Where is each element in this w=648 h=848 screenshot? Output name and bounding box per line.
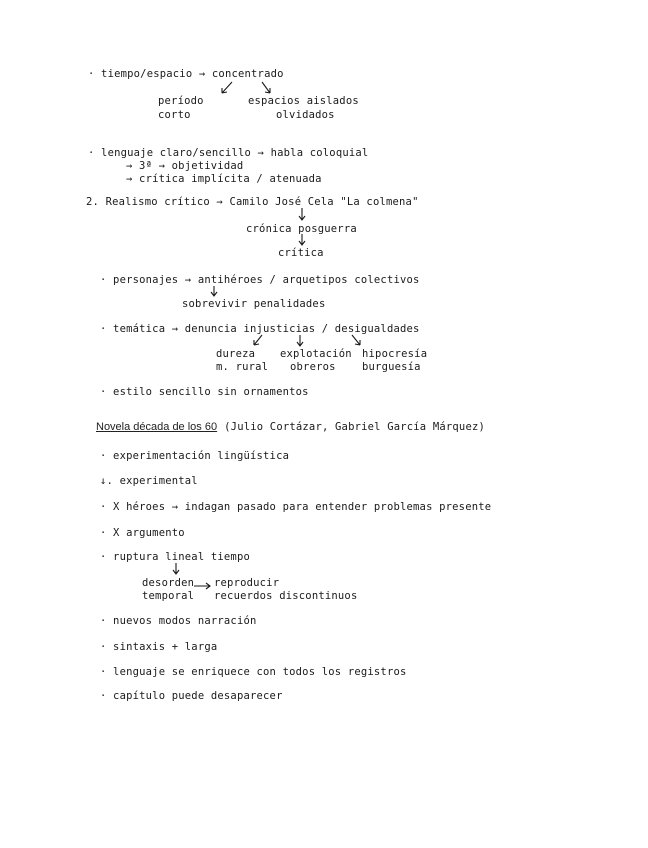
note-cronica-posguerra: crónica posguerra — [246, 223, 357, 235]
arrow-to-cronica — [299, 208, 305, 220]
note-obreros: obreros — [290, 361, 336, 373]
note-sintaxis: · sintaxis + larga — [100, 641, 218, 653]
note-capitulo: · capítulo puede desaparecer — [100, 690, 283, 702]
note-recuerdos: recuerdos discontinuos — [214, 590, 358, 602]
note-tematica: · temática → denuncia injusticias / desigualdades — [100, 323, 420, 335]
note-hipocresia: hipocresía — [362, 348, 428, 360]
note-experimentacion: · experimentación lingüística — [100, 450, 290, 462]
note-critica-implicita: → crítica implícita / atenuada — [126, 173, 322, 185]
arrow-to-critica — [299, 234, 305, 245]
arrow-desorden-reproducir — [194, 583, 210, 589]
note-olvidados: olvidados — [276, 109, 335, 121]
note-reproducir: reproducir — [214, 577, 280, 589]
note-objetividad: → 3ª → objetividad — [126, 160, 244, 172]
note-argumento: · X argumento — [100, 527, 185, 539]
note-corto: corto — [158, 109, 191, 121]
novela-60-authors: (Julio Cortázar, Gabriel García Márquez) — [224, 421, 486, 433]
arrow-to-hipocresia — [352, 335, 360, 345]
note-ruptura-lineal: · ruptura lineal tiempo — [100, 551, 250, 563]
note-dureza: dureza — [216, 348, 256, 360]
arrow-to-explotacion — [297, 335, 303, 346]
note-explotacion: explotación — [280, 348, 352, 360]
note-personajes: · personajes → antihéroes / arquetipos colectivos — [100, 274, 420, 286]
note-m-rural: m. rural — [216, 361, 269, 373]
note-desorden: desorden — [142, 577, 195, 589]
note-temporal: temporal — [142, 590, 195, 602]
note-heroes: · X héroes → indagan pasado para entender problemas presente — [100, 501, 492, 513]
arrow-to-periodo — [222, 82, 232, 93]
note-experimental: ↓. experimental — [100, 475, 198, 487]
arrow-to-sobrevivir — [211, 286, 217, 296]
note-periodo: período — [158, 95, 204, 107]
arrow-to-espacios — [262, 82, 270, 93]
note-critica: crítica — [278, 247, 324, 259]
novela-60-title: Novela década de los 60 — [96, 421, 218, 433]
arrow-to-desorden — [173, 563, 179, 574]
note-sobrevivir: sobrevivir penalidades — [182, 298, 326, 310]
note-nuevos-modos: · nuevos modos narración — [100, 615, 257, 627]
note-lenguaje-registros: · lenguaje se enriquece con todos los registros — [100, 666, 407, 678]
note-tiempo-espacio: · tiempo/espacio → concentrado — [88, 68, 284, 80]
note-realismo-critico: 2. Realismo crítico → Camilo José Cela "La colmena" — [86, 196, 419, 208]
note-estilo: · estilo sencillo sin ornamentos — [100, 386, 309, 398]
note-lenguaje: · lenguaje claro/sencillo → habla coloquial — [88, 147, 369, 159]
note-espacios-aislados: espacios aislados — [248, 95, 359, 107]
note-burguesia: burguesía — [362, 361, 421, 373]
arrow-to-dureza — [254, 335, 262, 345]
